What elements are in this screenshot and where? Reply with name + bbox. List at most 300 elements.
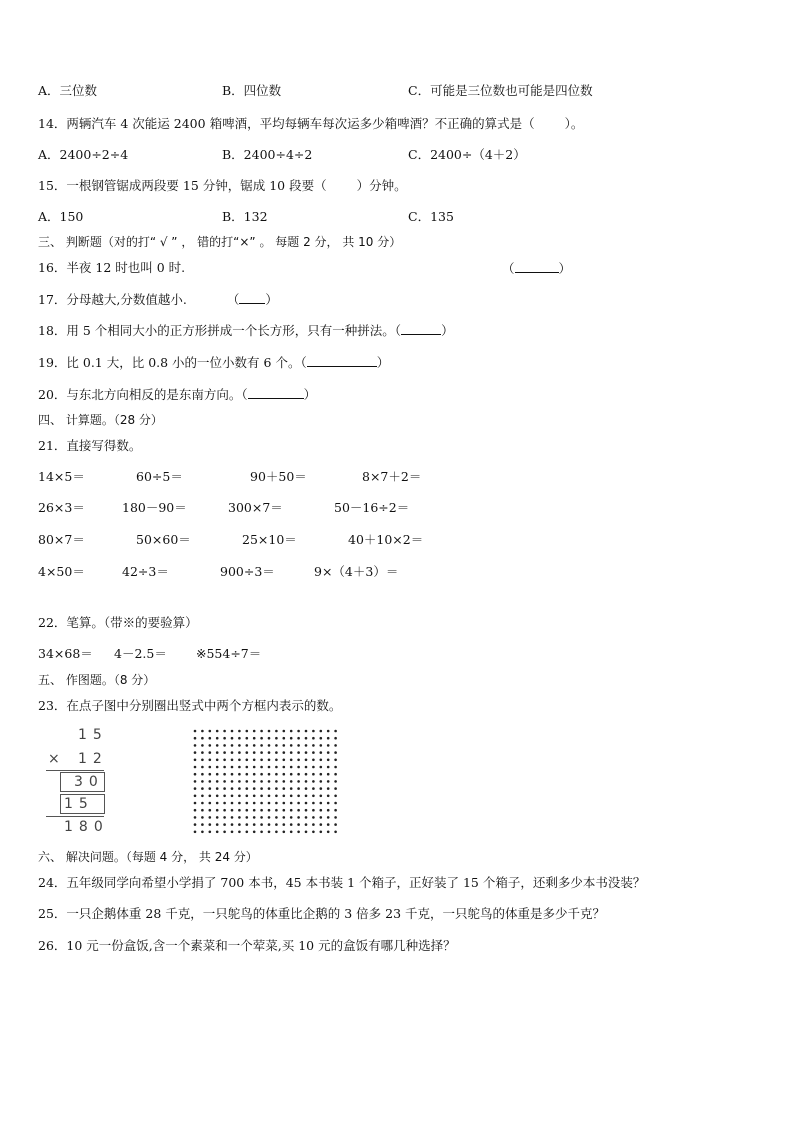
grid-dot[interactable]: [201, 787, 204, 790]
grid-dot[interactable]: [334, 780, 337, 783]
grid-dot[interactable]: [209, 780, 212, 783]
grid-dot[interactable]: [238, 823, 241, 826]
grid-dot[interactable]: [312, 759, 315, 762]
q20-answer-blank[interactable]: [248, 386, 304, 399]
grid-dot[interactable]: [253, 751, 256, 754]
grid-dot[interactable]: [194, 831, 197, 834]
grid-dot[interactable]: [223, 744, 226, 747]
grid-dot[interactable]: [305, 823, 308, 826]
grid-dot[interactable]: [297, 766, 300, 769]
grid-dot[interactable]: [223, 737, 226, 740]
grid-dot[interactable]: [246, 773, 249, 776]
grid-dot[interactable]: [260, 751, 263, 754]
grid-dot[interactable]: [312, 795, 315, 798]
grid-dot[interactable]: [201, 795, 204, 798]
grid-dot[interactable]: [297, 823, 300, 826]
grid-dot[interactable]: [238, 751, 241, 754]
grid-dot[interactable]: [260, 759, 263, 762]
grid-dot[interactable]: [283, 831, 286, 834]
grid-dot[interactable]: [334, 802, 337, 805]
grid-dot[interactable]: [253, 744, 256, 747]
grid-dot[interactable]: [268, 766, 271, 769]
grid-dot[interactable]: [334, 809, 337, 812]
grid-dot[interactable]: [268, 802, 271, 805]
grid-dot[interactable]: [246, 802, 249, 805]
grid-dot[interactable]: [223, 780, 226, 783]
grid-dot[interactable]: [312, 787, 315, 790]
grid-dot[interactable]: [305, 809, 308, 812]
dot-grid[interactable]: [192, 728, 342, 836]
grid-dot[interactable]: [305, 795, 308, 798]
grid-dot[interactable]: [194, 751, 197, 754]
grid-dot[interactable]: [238, 780, 241, 783]
grid-dot[interactable]: [290, 780, 293, 783]
q19-answer-blank[interactable]: [307, 354, 377, 367]
grid-dot[interactable]: [209, 795, 212, 798]
grid-dot[interactable]: [283, 809, 286, 812]
grid-dot[interactable]: [201, 773, 204, 776]
grid-dot[interactable]: [275, 816, 278, 819]
grid-dot[interactable]: [275, 751, 278, 754]
grid-dot[interactable]: [334, 766, 337, 769]
grid-dot[interactable]: [297, 751, 300, 754]
grid-dot[interactable]: [283, 744, 286, 747]
grid-dot[interactable]: [231, 773, 234, 776]
q16-answer-blank[interactable]: （ ）: [502, 261, 572, 276]
grid-dot[interactable]: [327, 795, 330, 798]
grid-dot[interactable]: [253, 759, 256, 762]
grid-dot[interactable]: [283, 795, 286, 798]
grid-dot[interactable]: [194, 823, 197, 826]
grid-dot[interactable]: [223, 802, 226, 805]
grid-dot[interactable]: [297, 737, 300, 740]
grid-dot[interactable]: [268, 795, 271, 798]
grid-dot[interactable]: [334, 823, 337, 826]
grid-dot[interactable]: [334, 795, 337, 798]
grid-dot[interactable]: [305, 831, 308, 834]
grid-dot[interactable]: [201, 809, 204, 812]
grid-dot[interactable]: [223, 773, 226, 776]
grid-dot[interactable]: [283, 759, 286, 762]
grid-dot[interactable]: [223, 730, 226, 733]
grid-dot[interactable]: [246, 787, 249, 790]
grid-dot[interactable]: [297, 809, 300, 812]
grid-dot[interactable]: [201, 816, 204, 819]
grid-dot[interactable]: [238, 766, 241, 769]
grid-dot[interactable]: [246, 795, 249, 798]
grid-dot[interactable]: [312, 809, 315, 812]
grid-dot[interactable]: [275, 802, 278, 805]
grid-dot[interactable]: [246, 809, 249, 812]
grid-dot[interactable]: [290, 737, 293, 740]
grid-dot[interactable]: [320, 766, 323, 769]
grid-dot[interactable]: [327, 780, 330, 783]
grid-dot[interactable]: [312, 766, 315, 769]
grid-dot[interactable]: [334, 737, 337, 740]
grid-dot[interactable]: [209, 787, 212, 790]
grid-dot[interactable]: [209, 809, 212, 812]
grid-dot[interactable]: [320, 809, 323, 812]
grid-dot[interactable]: [216, 831, 219, 834]
grid-dot[interactable]: [216, 780, 219, 783]
grid-dot[interactable]: [253, 823, 256, 826]
grid-dot[interactable]: [194, 759, 197, 762]
grid-dot[interactable]: [312, 730, 315, 733]
grid-dot[interactable]: [290, 831, 293, 834]
grid-dot[interactable]: [209, 773, 212, 776]
grid-dot[interactable]: [194, 780, 197, 783]
grid-dot[interactable]: [209, 831, 212, 834]
grid-dot[interactable]: [275, 773, 278, 776]
grid-dot[interactable]: [327, 823, 330, 826]
grid-dot[interactable]: [223, 823, 226, 826]
grid-dot[interactable]: [231, 809, 234, 812]
grid-dot[interactable]: [297, 759, 300, 762]
grid-dot[interactable]: [268, 823, 271, 826]
grid-dot[interactable]: [260, 816, 263, 819]
grid-dot[interactable]: [268, 773, 271, 776]
grid-dot[interactable]: [209, 816, 212, 819]
grid-dot[interactable]: [209, 759, 212, 762]
grid-dot[interactable]: [246, 766, 249, 769]
grid-dot[interactable]: [297, 802, 300, 805]
grid-dot[interactable]: [231, 766, 234, 769]
grid-dot[interactable]: [290, 809, 293, 812]
grid-dot[interactable]: [194, 795, 197, 798]
grid-dot[interactable]: [297, 787, 300, 790]
grid-dot[interactable]: [231, 831, 234, 834]
grid-dot[interactable]: [283, 787, 286, 790]
grid-dot[interactable]: [327, 737, 330, 740]
grid-dot[interactable]: [253, 795, 256, 798]
grid-dot[interactable]: [231, 802, 234, 805]
grid-dot[interactable]: [223, 831, 226, 834]
grid-dot[interactable]: [231, 730, 234, 733]
grid-dot[interactable]: [238, 744, 241, 747]
grid-dot[interactable]: [223, 795, 226, 798]
grid-dot[interactable]: [320, 816, 323, 819]
grid-dot[interactable]: [290, 787, 293, 790]
grid-dot[interactable]: [216, 751, 219, 754]
grid-dot[interactable]: [201, 802, 204, 805]
grid-dot[interactable]: [260, 823, 263, 826]
grid-dot[interactable]: [283, 737, 286, 740]
grid-dot[interactable]: [246, 816, 249, 819]
grid-dot[interactable]: [327, 744, 330, 747]
grid-dot[interactable]: [320, 737, 323, 740]
grid-dot[interactable]: [238, 816, 241, 819]
grid-dot[interactable]: [312, 773, 315, 776]
grid-dot[interactable]: [275, 766, 278, 769]
grid-dot[interactable]: [327, 816, 330, 819]
grid-dot[interactable]: [312, 780, 315, 783]
grid-dot[interactable]: [268, 744, 271, 747]
grid-dot[interactable]: [216, 802, 219, 805]
grid-dot[interactable]: [216, 773, 219, 776]
grid-dot[interactable]: [246, 780, 249, 783]
grid-dot[interactable]: [260, 802, 263, 805]
grid-dot[interactable]: [268, 759, 271, 762]
grid-dot[interactable]: [290, 823, 293, 826]
grid-dot[interactable]: [312, 751, 315, 754]
grid-dot[interactable]: [290, 730, 293, 733]
grid-dot[interactable]: [209, 751, 212, 754]
grid-dot[interactable]: [253, 780, 256, 783]
grid-dot[interactable]: [194, 773, 197, 776]
grid-dot[interactable]: [275, 795, 278, 798]
grid-dot[interactable]: [216, 730, 219, 733]
grid-dot[interactable]: [201, 759, 204, 762]
grid-dot[interactable]: [334, 787, 337, 790]
grid-dot[interactable]: [275, 730, 278, 733]
grid-dot[interactable]: [260, 780, 263, 783]
grid-dot[interactable]: [320, 773, 323, 776]
grid-dot[interactable]: [216, 809, 219, 812]
grid-dot[interactable]: [253, 816, 256, 819]
grid-dot[interactable]: [305, 751, 308, 754]
grid-dot[interactable]: [209, 802, 212, 805]
grid-dot[interactable]: [334, 744, 337, 747]
grid-dot[interactable]: [334, 773, 337, 776]
grid-dot[interactable]: [320, 802, 323, 805]
grid-dot[interactable]: [283, 823, 286, 826]
grid-dot[interactable]: [231, 780, 234, 783]
grid-dot[interactable]: [231, 744, 234, 747]
grid-dot[interactable]: [275, 744, 278, 747]
grid-dot[interactable]: [194, 816, 197, 819]
grid-dot[interactable]: [223, 809, 226, 812]
grid-dot[interactable]: [305, 759, 308, 762]
grid-dot[interactable]: [283, 780, 286, 783]
grid-dot[interactable]: [312, 816, 315, 819]
grid-dot[interactable]: [327, 773, 330, 776]
grid-dot[interactable]: [290, 759, 293, 762]
grid-dot[interactable]: [260, 737, 263, 740]
grid-dot[interactable]: [320, 759, 323, 762]
grid-dot[interactable]: [320, 744, 323, 747]
grid-dot[interactable]: [275, 809, 278, 812]
grid-dot[interactable]: [223, 759, 226, 762]
grid-dot[interactable]: [290, 751, 293, 754]
grid-dot[interactable]: [246, 759, 249, 762]
grid-dot[interactable]: [290, 766, 293, 769]
grid-dot[interactable]: [216, 766, 219, 769]
grid-dot[interactable]: [246, 751, 249, 754]
grid-dot[interactable]: [334, 831, 337, 834]
grid-dot[interactable]: [312, 737, 315, 740]
grid-dot[interactable]: [194, 737, 197, 740]
grid-dot[interactable]: [201, 831, 204, 834]
grid-dot[interactable]: [216, 744, 219, 747]
grid-dot[interactable]: [246, 737, 249, 740]
grid-dot[interactable]: [253, 730, 256, 733]
grid-dot[interactable]: [209, 766, 212, 769]
grid-dot[interactable]: [231, 759, 234, 762]
grid-dot[interactable]: [320, 780, 323, 783]
grid-dot[interactable]: [268, 751, 271, 754]
grid-dot[interactable]: [238, 795, 241, 798]
grid-dot[interactable]: [334, 816, 337, 819]
grid-dot[interactable]: [290, 816, 293, 819]
grid-dot[interactable]: [231, 751, 234, 754]
grid-dot[interactable]: [327, 759, 330, 762]
grid-dot[interactable]: [253, 787, 256, 790]
grid-dot[interactable]: [253, 773, 256, 776]
q18-answer-blank[interactable]: [401, 322, 441, 335]
grid-dot[interactable]: [260, 744, 263, 747]
grid-dot[interactable]: [305, 773, 308, 776]
grid-dot[interactable]: [283, 802, 286, 805]
grid-dot[interactable]: [246, 730, 249, 733]
grid-dot[interactable]: [194, 744, 197, 747]
grid-dot[interactable]: [209, 730, 212, 733]
grid-dot[interactable]: [231, 787, 234, 790]
grid-dot[interactable]: [320, 751, 323, 754]
grid-dot[interactable]: [201, 780, 204, 783]
grid-dot[interactable]: [194, 802, 197, 805]
grid-dot[interactable]: [238, 787, 241, 790]
grid-dot[interactable]: [312, 744, 315, 747]
grid-dot[interactable]: [327, 809, 330, 812]
grid-dot[interactable]: [327, 751, 330, 754]
grid-dot[interactable]: [305, 816, 308, 819]
grid-dot[interactable]: [216, 737, 219, 740]
grid-dot[interactable]: [327, 787, 330, 790]
grid-dot[interactable]: [334, 759, 337, 762]
grid-dot[interactable]: [327, 766, 330, 769]
grid-dot[interactable]: [320, 823, 323, 826]
grid-dot[interactable]: [194, 787, 197, 790]
grid-dot[interactable]: [268, 831, 271, 834]
grid-dot[interactable]: [312, 802, 315, 805]
grid-dot[interactable]: [238, 809, 241, 812]
grid-dot[interactable]: [334, 751, 337, 754]
grid-dot[interactable]: [283, 773, 286, 776]
grid-dot[interactable]: [334, 730, 337, 733]
grid-dot[interactable]: [305, 787, 308, 790]
grid-dot[interactable]: [238, 831, 241, 834]
grid-dot[interactable]: [209, 737, 212, 740]
grid-dot[interactable]: [297, 744, 300, 747]
grid-dot[interactable]: [231, 816, 234, 819]
grid-dot[interactable]: [253, 802, 256, 805]
grid-dot[interactable]: [312, 823, 315, 826]
grid-dot[interactable]: [260, 730, 263, 733]
grid-dot[interactable]: [305, 737, 308, 740]
grid-dot[interactable]: [327, 802, 330, 805]
grid-dot[interactable]: [297, 730, 300, 733]
grid-dot[interactable]: [327, 831, 330, 834]
grid-dot[interactable]: [209, 823, 212, 826]
grid-dot[interactable]: [297, 780, 300, 783]
grid-dot[interactable]: [275, 831, 278, 834]
grid-dot[interactable]: [320, 831, 323, 834]
grid-dot[interactable]: [305, 766, 308, 769]
grid-dot[interactable]: [216, 795, 219, 798]
grid-dot[interactable]: [223, 787, 226, 790]
grid-dot[interactable]: [268, 780, 271, 783]
grid-dot[interactable]: [216, 759, 219, 762]
grid-dot[interactable]: [297, 773, 300, 776]
grid-dot[interactable]: [275, 823, 278, 826]
grid-dot[interactable]: [283, 751, 286, 754]
grid-dot[interactable]: [238, 802, 241, 805]
grid-dot[interactable]: [194, 766, 197, 769]
grid-dot[interactable]: [305, 802, 308, 805]
grid-dot[interactable]: [283, 766, 286, 769]
grid-dot[interactable]: [260, 773, 263, 776]
grid-dot[interactable]: [246, 831, 249, 834]
grid-dot[interactable]: [290, 795, 293, 798]
grid-dot[interactable]: [320, 795, 323, 798]
grid-dot[interactable]: [260, 787, 263, 790]
grid-dot[interactable]: [290, 773, 293, 776]
grid-dot[interactable]: [290, 802, 293, 805]
grid-dot[interactable]: [216, 787, 219, 790]
grid-dot[interactable]: [238, 737, 241, 740]
grid-dot[interactable]: [201, 737, 204, 740]
grid-dot[interactable]: [223, 751, 226, 754]
grid-dot[interactable]: [268, 816, 271, 819]
grid-dot[interactable]: [275, 780, 278, 783]
grid-dot[interactable]: [268, 730, 271, 733]
grid-dot[interactable]: [231, 737, 234, 740]
grid-dot[interactable]: [194, 809, 197, 812]
grid-dot[interactable]: [231, 823, 234, 826]
grid-dot[interactable]: [223, 816, 226, 819]
grid-dot[interactable]: [297, 816, 300, 819]
grid-dot[interactable]: [201, 766, 204, 769]
grid-dot[interactable]: [253, 737, 256, 740]
grid-dot[interactable]: [275, 737, 278, 740]
grid-dot[interactable]: [260, 766, 263, 769]
grid-dot[interactable]: [260, 795, 263, 798]
grid-dot[interactable]: [297, 795, 300, 798]
grid-dot[interactable]: [246, 823, 249, 826]
grid-dot[interactable]: [201, 730, 204, 733]
grid-dot[interactable]: [305, 744, 308, 747]
grid-dot[interactable]: [253, 831, 256, 834]
grid-dot[interactable]: [201, 744, 204, 747]
grid-dot[interactable]: [283, 816, 286, 819]
grid-dot[interactable]: [275, 759, 278, 762]
grid-dot[interactable]: [201, 751, 204, 754]
grid-dot[interactable]: [231, 795, 234, 798]
grid-dot[interactable]: [216, 823, 219, 826]
grid-dot[interactable]: [268, 737, 271, 740]
grid-dot[interactable]: [312, 831, 315, 834]
grid-dot[interactable]: [260, 809, 263, 812]
grid-dot[interactable]: [305, 730, 308, 733]
grid-dot[interactable]: [223, 766, 226, 769]
grid-dot[interactable]: [216, 816, 219, 819]
q17-answer-blank[interactable]: （ ）: [226, 292, 278, 307]
grid-dot[interactable]: [209, 744, 212, 747]
grid-dot[interactable]: [246, 744, 249, 747]
grid-dot[interactable]: [268, 787, 271, 790]
grid-dot[interactable]: [268, 809, 271, 812]
grid-dot[interactable]: [253, 766, 256, 769]
grid-dot[interactable]: [275, 787, 278, 790]
grid-dot[interactable]: [194, 730, 197, 733]
grid-dot[interactable]: [320, 787, 323, 790]
grid-dot[interactable]: [327, 730, 330, 733]
grid-dot[interactable]: [297, 831, 300, 834]
grid-dot[interactable]: [238, 730, 241, 733]
grid-dot[interactable]: [290, 744, 293, 747]
grid-dot[interactable]: [238, 773, 241, 776]
grid-dot[interactable]: [253, 809, 256, 812]
